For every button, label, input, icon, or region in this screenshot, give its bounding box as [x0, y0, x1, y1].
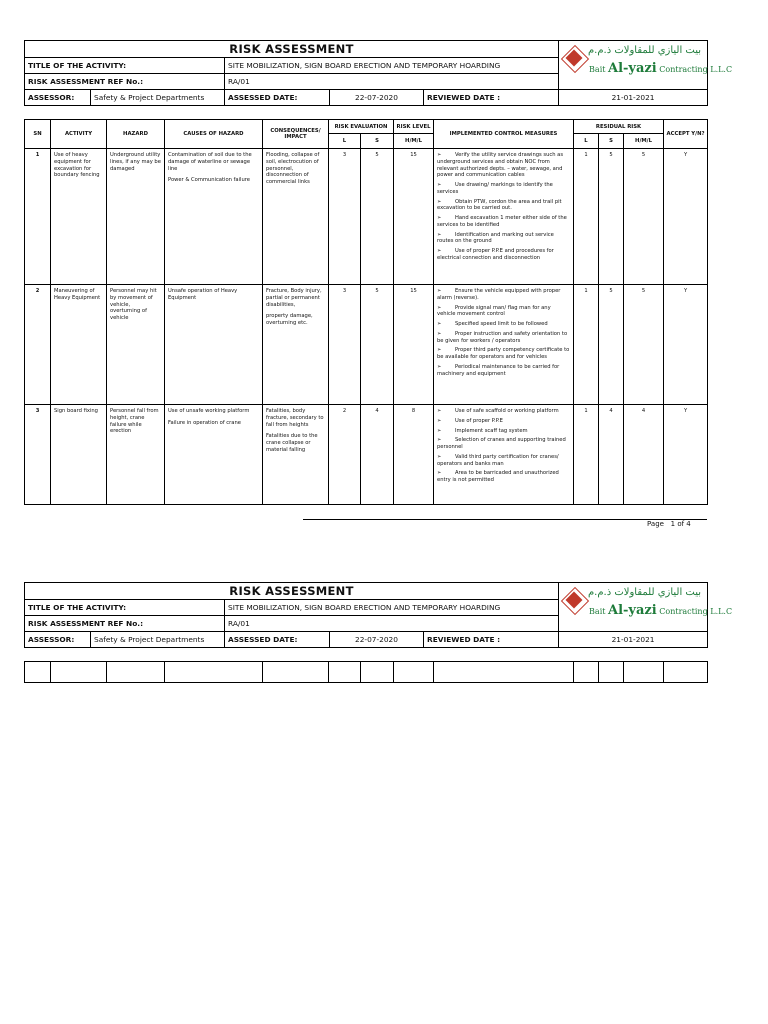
col-causes: CAUSES OF HAZARD — [165, 120, 263, 149]
reviewed-date-label: REVIEWED DATE : — [424, 632, 559, 648]
list-item: ➢ Verify the utility service drawings such as underground services and obtain NOC from relevant authorized depts. – water, sewage, and power and communication cables — [437, 152, 564, 179]
ref-value: RA/01 — [225, 74, 559, 90]
col-residual-s: S — [599, 134, 624, 149]
col-accept: ACCEPT Y/N? — [664, 120, 708, 149]
list-item: ➢ Hand excavation 1 meter either side of the services to be identified — [437, 215, 567, 228]
row-s: 5 — [361, 149, 394, 285]
ref-label: RISK ASSESSMENT REF No.: — [25, 74, 225, 90]
row-controls — [434, 149, 574, 285]
list-item: ➢ Implement scaff tag system — [437, 427, 528, 434]
list-item: ➢ Selection of cranes and supporting trained personnel — [437, 437, 566, 450]
logo-arabic-text: بيت اليازي للمقاولات ذ.م.م — [587, 587, 702, 598]
row-l: 2 — [329, 405, 361, 505]
assessor-value: Safety & Project Departments — [91, 632, 225, 648]
col-hml: H/M/L — [394, 134, 434, 149]
table-row — [25, 662, 708, 683]
col-activity: ACTIVITY — [51, 120, 107, 149]
row-controls — [434, 285, 574, 405]
page-number: Page 1 of 4 — [647, 520, 691, 528]
row-residual-l: 1 — [574, 405, 599, 505]
row-accept: Y — [664, 285, 708, 405]
assessor-value: Safety & Project Departments — [91, 90, 225, 106]
row-causes: Contamination of soil due to the damage of waterline or sewage line Power & Communication failure — [165, 149, 263, 285]
list-item: ➢ Ensure the vehicle equipped with proper alarm (reverse). — [437, 288, 561, 301]
list-item: ➢ Identification and marking out service routes on the ground — [437, 231, 554, 245]
col-residual-l: L — [574, 134, 599, 149]
list-item: ➢ Proper instruction and safety orientation to be given for workers / operators — [437, 330, 568, 344]
row-residual-hml: 5 — [624, 149, 664, 285]
risk-table-continued — [24, 661, 708, 683]
row-sn: 2 — [25, 285, 51, 405]
activity-label: TITLE OF THE ACTIVITY: — [25, 58, 225, 74]
row-hazard: Underground utility lines, if any may be damaged — [107, 149, 165, 285]
col-risk-level: RISK LEVEL — [394, 120, 434, 134]
logo-english-text: Bait Al-yazi Contracting L.L.C — [589, 61, 733, 76]
table-row — [25, 149, 708, 285]
row-l: 3 — [329, 149, 361, 285]
list-item: ➢ Periodical maintenance to be carried for machinery and equipment — [437, 363, 560, 377]
logo-english-text: Bait Al-yazi Contracting L.L.C — [589, 603, 733, 618]
list-item: ➢ Use drawing/ markings to identify the services — [437, 182, 553, 195]
list-item: ➢ Use of proper P.P.E — [437, 417, 503, 424]
row-causes: Use of unsafe working platform Failure in operation of crane — [165, 405, 263, 505]
row-hazard: Personnel may hit by movement of vehicle, overturning of vehicle — [107, 285, 165, 405]
activity-value: SITE MOBILIZATION, SIGN BOARD ERECTION AND TEMPORARY HOARDING — [225, 600, 559, 616]
row-residual-hml: 5 — [624, 285, 664, 405]
row-residual-s: 5 — [599, 285, 624, 405]
row-activity: Maneuvering of Heavy Equipment — [51, 285, 107, 405]
row-accept: Y — [664, 405, 708, 505]
row-activity: Sign board fixing — [51, 405, 107, 505]
company-logo — [559, 583, 733, 632]
row-causes: Unsafe operation of Heavy Equipment — [165, 285, 263, 405]
logo-arabic-text: بيت اليازي للمقاولات ذ.م.م — [587, 45, 702, 56]
row-hazard: Personnel fall from height, crane failure while erection — [107, 405, 165, 505]
row-l: 3 — [329, 285, 361, 405]
table-row — [25, 285, 708, 405]
header-table-1 — [24, 40, 733, 106]
list-item: ➢ Area to be barricaded and unauthorized entry is not permitted — [437, 470, 559, 483]
row-controls — [434, 405, 574, 505]
assessed-date-label: ASSESSED DATE: — [225, 632, 330, 648]
reviewed-date-value: 21-01-2021 — [559, 90, 708, 106]
list-item: ➢ Provide signal man/ flag man for any vehicle movement control — [437, 304, 551, 318]
row-level: 15 — [394, 285, 434, 405]
company-logo — [559, 41, 733, 90]
row-accept: Y — [664, 149, 708, 285]
col-hazard: HAZARD — [107, 120, 165, 149]
document-title: RISK ASSESSMENT — [25, 583, 559, 600]
row-consequences: Flooding, collapse of soil, electrocution of personnel, disconnection of commercial links — [263, 149, 329, 285]
col-controls: IMPLEMENTED CONTROL MEASURES — [434, 120, 574, 149]
row-activity: Use of heavy equipment for excavation for boundary fencing — [51, 149, 107, 285]
ref-value: RA/01 — [225, 616, 559, 632]
ref-label: RISK ASSESSMENT REF No.: — [25, 616, 225, 632]
table-row — [25, 405, 708, 505]
assessed-date-value: 22-07-2020 — [330, 632, 424, 648]
reviewed-date-value: 21-01-2021 — [559, 632, 708, 648]
col-sn: SN — [25, 120, 51, 149]
col-risk-evaluation: RISK EVALUATION — [329, 120, 394, 134]
col-residual-hml: H/M/L — [624, 134, 664, 149]
risk-table — [24, 119, 708, 505]
list-item: ➢ Valid third party certification for cranes/ operators and banks man — [437, 453, 559, 467]
assessed-date-value: 22-07-2020 — [330, 90, 424, 106]
row-residual-l: 1 — [574, 149, 599, 285]
row-s: 5 — [361, 285, 394, 405]
row-residual-s: 4 — [599, 405, 624, 505]
row-residual-s: 5 — [599, 149, 624, 285]
assessor-label: ASSESSOR: — [25, 90, 91, 106]
list-item: ➢ Use of proper P.P.E and procedures for electrical connection and disconnection — [437, 248, 554, 261]
row-level: 8 — [394, 405, 434, 505]
reviewed-date-label: REVIEWED DATE : — [424, 90, 559, 106]
list-item: ➢ Proper third party competency certificate to be available for operators and for vehicles — [437, 347, 570, 360]
row-sn: 3 — [25, 405, 51, 505]
document-title: RISK ASSESSMENT — [25, 41, 559, 58]
list-item: ➢ Obtain PTW, cordon the area and trail pit excavation to be carried out. — [437, 198, 562, 212]
assessor-label: ASSESSOR: — [25, 632, 91, 648]
header-table-2 — [24, 582, 733, 648]
list-item: ➢ Specified speed limit to be followed — [437, 321, 548, 327]
row-consequences: Fatalities, body fracture, secondary to fall from heights Fatalities due to the crane collapse or material falling — [263, 405, 329, 505]
col-s: S — [361, 134, 394, 149]
list-item: ➢ Use of safe scaffold or working platform — [437, 408, 559, 414]
col-residual-risk: RESIDUAL RISK — [574, 120, 664, 134]
row-sn: 1 — [25, 149, 51, 285]
row-residual-hml: 4 — [624, 405, 664, 505]
row-residual-l: 1 — [574, 285, 599, 405]
row-level: 15 — [394, 149, 434, 285]
row-consequences: Fracture, Body injury, partial or permanent disabilities, property damage, overturning etc. — [263, 285, 329, 405]
col-l: L — [329, 134, 361, 149]
activity-label: TITLE OF THE ACTIVITY: — [25, 600, 225, 616]
row-s: 4 — [361, 405, 394, 505]
assessed-date-label: ASSESSED DATE: — [225, 90, 330, 106]
col-consequences: CONSEQUENCES/ IMPACT — [263, 120, 329, 149]
activity-value: SITE MOBILIZATION, SIGN BOARD ERECTION AND TEMPORARY HOARDING — [225, 58, 559, 74]
